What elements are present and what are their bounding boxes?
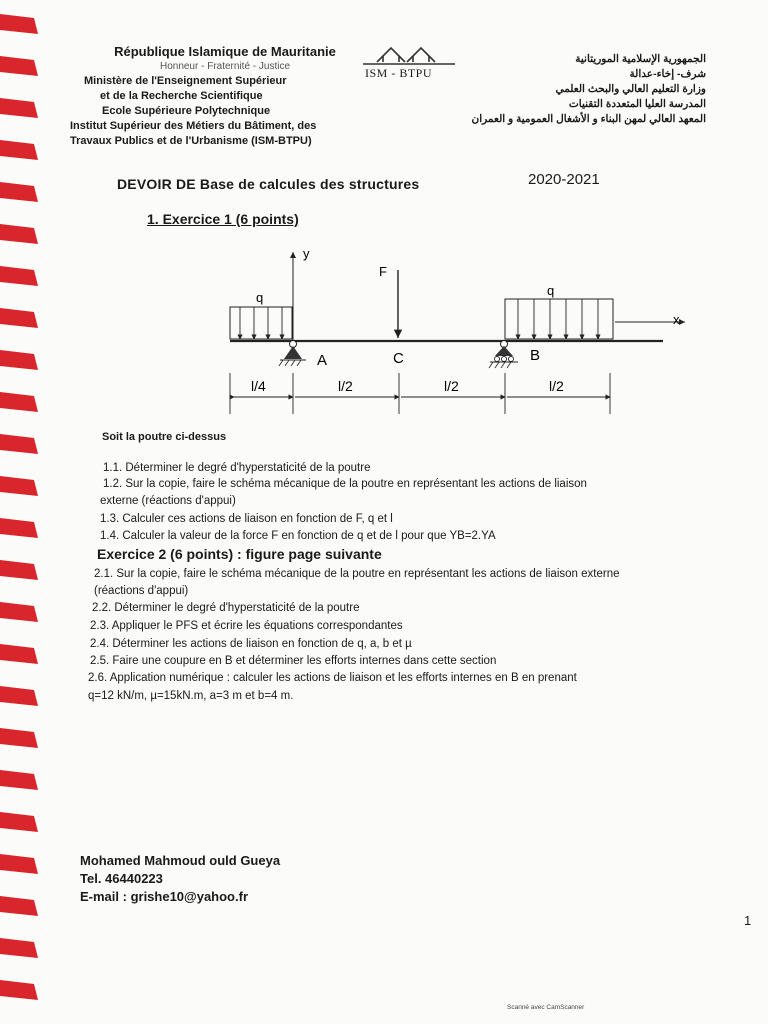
binding-ring — [0, 560, 38, 580]
arabic-line-2: شرف- إخاء-عدالة — [629, 68, 706, 80]
scanner-watermark: Scanné avec CamScanner — [507, 1004, 585, 1011]
spiral-binding — [0, 0, 50, 1024]
binding-ring — [0, 434, 38, 454]
binding-ring — [0, 182, 38, 202]
question-1-2: 1.2. Sur la copie, faire le schéma mécanique de la poutre en représentant les actions de liaison — [103, 478, 587, 490]
arabic-line-1: الجمهورية الإسلامية الموريتانية — [575, 53, 706, 65]
binding-ring — [0, 518, 38, 538]
exercise1-intro: Soit la poutre ci-dessus — [102, 431, 227, 443]
point-b-label: B — [530, 347, 541, 364]
binding-ring — [0, 602, 38, 622]
motto: Honneur - Fraternité - Justice — [159, 61, 291, 72]
arabic-line-3: وزارة التعليم العالي والبحث العلمي — [555, 83, 706, 95]
binding-ring — [0, 14, 38, 34]
academic-year: 2020-2021 — [528, 171, 600, 188]
arabic-line-5: المعهد العالي لمهن البناء و الأشغال العمومية و العمران — [471, 113, 706, 125]
y-axis-label: y — [303, 246, 310, 261]
header-right-block — [416, 52, 706, 127]
signature-block — [80, 852, 280, 906]
binding-ring — [0, 266, 38, 286]
x-axis-label: x — [673, 312, 680, 327]
page-number: 1 — [744, 913, 752, 928]
binding-ring — [0, 770, 38, 790]
binding-ring — [0, 392, 38, 412]
binding-ring — [0, 812, 38, 832]
institute-line-2: Travaux Publics et de l'Urbanisme (ISM-BTPU) — [70, 135, 312, 147]
left-load-label: q — [256, 290, 264, 305]
question-1-1: 1.1. Déterminer le degré d'hyperstaticité de la poutre — [103, 462, 371, 474]
exercise2-heading: Exercice 2 (6 points) : figure page suivante — [97, 546, 382, 562]
question-1-2-cont: externe (réactions d'appui) — [100, 495, 236, 507]
question-2-5: 2.5. Faire une coupure en B et déterminer les efforts internes dans cette section — [90, 655, 497, 667]
support-a-pin — [279, 341, 306, 367]
binding-ring — [0, 98, 38, 118]
binding-ring — [0, 644, 38, 664]
binding-ring — [0, 896, 38, 916]
point-a-label: A — [317, 352, 328, 369]
binding-ring — [0, 938, 38, 958]
header-left-block — [70, 44, 370, 149]
question-2-6-cont: q=12 kN/m, µ=15kN.m, a=3 m et b=4 m. — [88, 690, 294, 702]
country-name: République Islamique de Mauritanie — [114, 44, 336, 59]
force-f-label: F — [379, 264, 387, 279]
question-2-3: 2.3. Appliquer le PFS et écrire les équations correspondantes — [90, 620, 403, 632]
binding-ring — [0, 854, 38, 874]
binding-ring — [0, 686, 38, 706]
question-2-4: 2.4. Déterminer les actions de liaison en fonction de q, a, b et µ — [90, 638, 412, 650]
dim-label-3: l/2 — [444, 378, 459, 394]
point-c-label: C — [393, 350, 404, 367]
dim-label-2: l/2 — [338, 378, 353, 394]
binding-ring — [0, 308, 38, 328]
question-2-2: 2.2. Déterminer le degré d'hyperstaticité de la poutre — [92, 602, 360, 614]
question-2-6: 2.6. Application numérique : calculer les actions de liaison et les efforts internes en B en prenant — [88, 672, 577, 684]
beam-diagram — [200, 240, 700, 420]
question-1-3: 1.3. Calculer ces actions de liaison en fonction de F, q et l — [100, 513, 393, 525]
ministry-line-2: et de la Recherche Scientifique — [100, 90, 263, 102]
question-1-4: 1.4. Calculer la valeur de la force F en fonction de q et de l pour que YB=2.YA — [100, 530, 496, 542]
arabic-line-4: المدرسة العليا المتعددة التقنيات — [568, 98, 706, 110]
binding-ring — [0, 980, 38, 1000]
logo-text: ISM - BTPU — [365, 66, 433, 80]
binding-ring — [0, 56, 38, 76]
school-name: Ecole Supérieure Polytechnique — [102, 105, 271, 117]
left-distributed-load — [230, 307, 292, 339]
author-email: E-mail : grishe10@yahoo.fr — [80, 889, 248, 904]
right-load-label: q — [547, 283, 555, 298]
question-2-1-cont: (réactions d'appui) — [94, 585, 189, 597]
question-2-1: 2.1. Sur la copie, faire le schéma mécanique de la poutre en représentant les actions de liaison externe — [94, 568, 620, 580]
institute-line-1: Institut Supérieur des Métiers du Bâtiment, des — [70, 120, 317, 132]
ministry-line-1: Ministère de l'Enseignement Supérieur — [84, 75, 287, 87]
dim-label-1: l/4 — [251, 378, 266, 394]
right-distributed-load — [505, 299, 613, 339]
dim-label-4: l/2 — [549, 378, 564, 394]
binding-ring — [0, 224, 38, 244]
binding-ring — [0, 350, 38, 370]
devoir-title: DEVOIR DE Base de calcules des structures — [117, 176, 420, 192]
binding-ring — [0, 728, 38, 748]
support-b-roller — [489, 341, 518, 369]
author-tel: Tel. 46440223 — [80, 871, 163, 886]
binding-ring — [0, 476, 38, 496]
author-name: Mohamed Mahmoud ould Gueya — [80, 853, 281, 868]
binding-ring — [0, 140, 38, 160]
exercise1-heading: 1. Exercice 1 (6 points) — [147, 211, 299, 227]
